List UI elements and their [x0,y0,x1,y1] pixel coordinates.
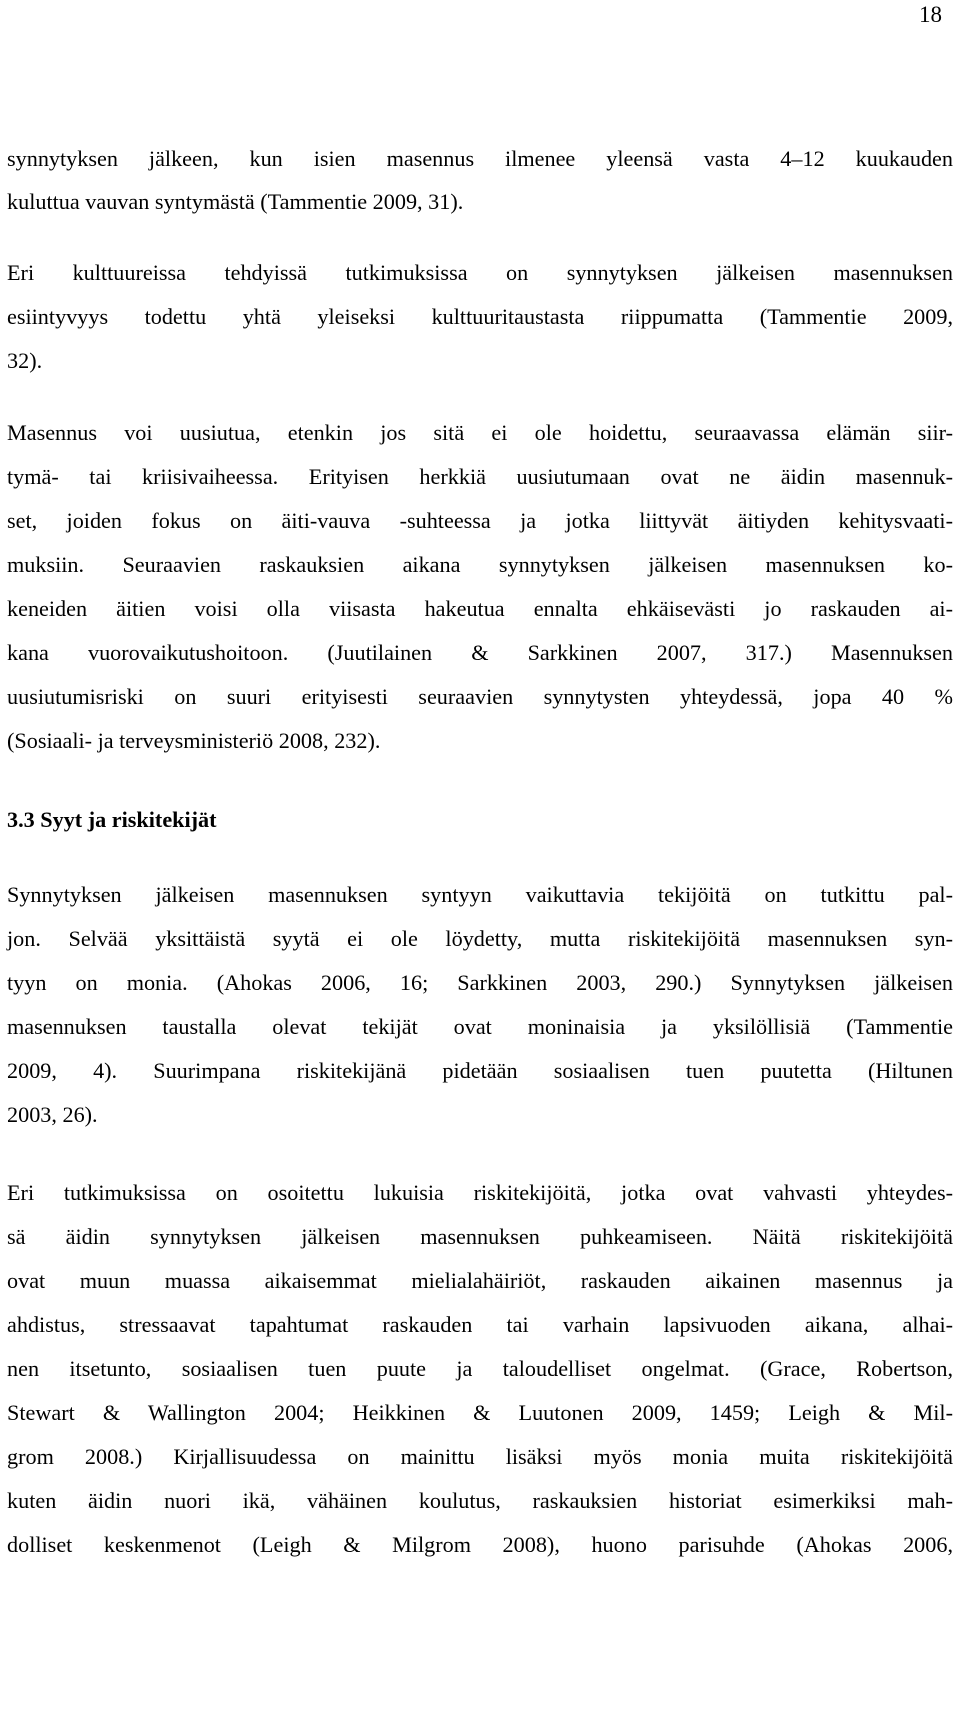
text-line: set, joiden fokus on äiti-vauva -suhteessa ja jotka liittyvät äitiyden kehitysvaati- [7,508,953,533]
text-line: grom 2008.) Kirjallisuudessa on mainittu lisäksi myös monia muita riskitekijöitä [7,1444,953,1469]
text-line: ahdistus, stressaavat tapahtumat raskauden tai varhain lapsivuoden aikana, alhai- [7,1312,953,1337]
text-line: keneiden äitien voisi olla viisasta hakeutua ennalta ehkäisevästi jo raskauden ai- [7,596,953,621]
text-line: 32). [7,348,43,373]
text-line: muksiin. Seuraavien raskauksien aikana synnytyksen jälkeisen masennuksen ko- [7,552,953,577]
text-line: jon. Selvää yksittäistä syytä ei ole löydetty, mutta riskitekijöitä masennuksen syn- [7,926,953,951]
text-line: (Sosiaali- ja terveysministeriö 2008, 232). [7,728,381,753]
text-line: tymä- tai kriisivaiheessa. Erityisen herkkiä uusiutumaan ovat ne äidin masennuk- [7,464,953,489]
text-line: Masennus voi uusiutua, etenkin jos sitä ei ole hoidettu, seuraavassa elämän siir- [7,420,953,445]
text-line: Stewart & Wallington 2004; Heikkinen & Luutonen 2009, 1459; Leigh & Mil- [7,1400,953,1425]
text-line: dolliset keskenmenot (Leigh & Milgrom 2008), huono parisuhde (Ahokas 2006, [7,1532,953,1557]
text-line: kana vuorovaikutushoitoon. (Juutilainen & Sarkkinen 2007, 317.) Masennuksen [7,640,953,665]
page-number: 18 [919,2,942,27]
text-line: uusiutumisriski on suuri erityisesti seuraavien synnytysten yhteydessä, jopa 40 % [7,684,953,709]
text-line: Eri tutkimuksissa on osoitettu lukuisia riskitekijöitä, jotka ovat vahvasti yhteydes- [7,1180,953,1205]
text-line: 2003, 26). [7,1102,98,1127]
text-line: Synnytyksen jälkeisen masennuksen syntyyn vaikuttavia tekijöitä on tutkittu pal- [7,882,953,907]
section-heading: 3.3 Syyt ja riskitekijät [7,807,217,832]
text-line: ovat muun muassa aikaisemmat mielialahäiriöt, raskauden aikainen masennus ja [7,1268,953,1293]
text-line: kuluttua vauvan syntymästä (Tammentie 2009, 31). [7,189,464,214]
text-line: 2009, 4). Suurimpana riskitekijänä pidetään sosiaalisen tuen puutetta (Hiltunen [7,1058,953,1083]
text-line: esiintyvyys todettu yhtä yleiseksi kulttuuritaustasta riippumatta (Tammentie 2009, [7,304,953,329]
text-line: sä äidin synnytyksen jälkeisen masennuksen puhkeamiseen. Näitä riskitekijöitä [7,1224,953,1249]
text-line: masennuksen taustalla olevat tekijät ovat moninaisia ja yksilöllisiä (Tammentie [7,1014,953,1039]
text-line: tyyn on monia. (Ahokas 2006, 16; Sarkkinen 2003, 290.) Synnytyksen jälkeisen [7,970,953,995]
text-line: kuten äidin nuori ikä, vähäinen koulutus, raskauksien historiat esimerkiksi mah- [7,1488,953,1513]
text-line: synnytyksen jälkeen, kun isien masennus ilmenee yleensä vasta 4–12 kuukauden [7,146,953,171]
text-line: Eri kulttuureissa tehdyissä tutkimuksissa on synnytyksen jälkeisen masennuksen [7,260,953,285]
text-line: nen itsetunto, sosiaalisen tuen puute ja taloudelliset ongelmat. (Grace, Robertson, [7,1356,953,1381]
